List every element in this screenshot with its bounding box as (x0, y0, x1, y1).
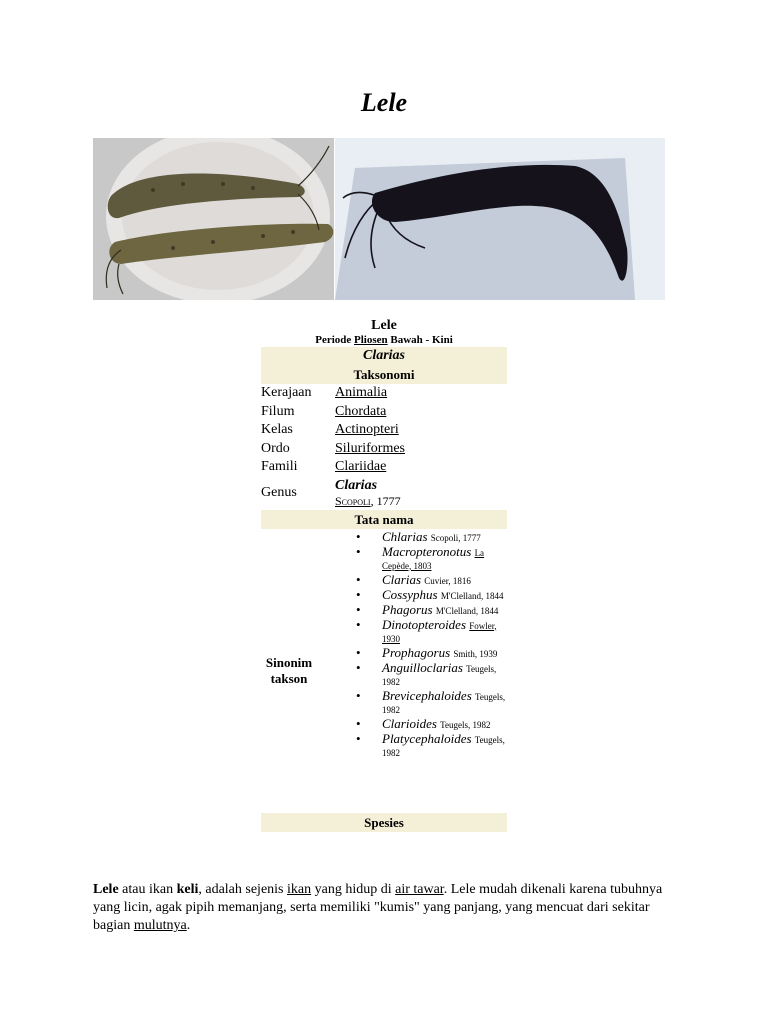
bullet-icon: • (356, 528, 361, 544)
bullet-icon: • (356, 616, 361, 632)
paragraph-text: yang hidup di (311, 882, 396, 897)
synonym-item (356, 687, 506, 716)
synonym-item (356, 571, 506, 587)
synonym-author: Smith, 1939 (453, 648, 498, 659)
synonym-name: Brevicephaloides (382, 687, 472, 703)
bullet-icon: • (356, 571, 361, 587)
link-pliosen[interactable]: Pliosen (354, 334, 388, 346)
bullet-icon: • (356, 687, 361, 703)
paragraph-text: atau ikan (118, 882, 177, 897)
bold-term: keli (176, 882, 199, 897)
rank-label: Famili (261, 459, 298, 474)
taxobox-period (261, 333, 507, 347)
link-siluriformes[interactable]: Siluriformes (335, 440, 405, 456)
synonym-item (356, 730, 506, 759)
synonym-author: Teugels, 1982 (440, 719, 491, 730)
link-clariidae[interactable]: Clariidae (335, 459, 387, 474)
link-actinopteri[interactable]: Actinopteri (335, 422, 399, 437)
synonym-author: Teugels, 1982 (382, 734, 505, 758)
taxobox-title: Lele (371, 318, 397, 333)
synonym-list (356, 528, 506, 761)
taxonomy-header: Taksonomi (261, 365, 507, 384)
genus-authority (335, 494, 401, 508)
synonym-author: M'Clelland, 1844 (435, 605, 499, 616)
synonym-name: Clarias (382, 571, 422, 587)
synonym-section (261, 529, 507, 813)
synonym-label: Sinonim takson (265, 654, 313, 686)
synonym-name: Prophagorus (382, 644, 451, 660)
synonym-name: Phagorus (382, 601, 433, 617)
taxon-row (261, 458, 507, 477)
synonym-item (356, 528, 506, 544)
taxobox-name-band: Clarias (261, 347, 507, 365)
link-animalia[interactable]: Animalia (335, 385, 388, 400)
genus-name: Clarias (335, 478, 378, 493)
rank-label: Kelas (261, 422, 293, 437)
taxon-row (261, 384, 507, 403)
bullet-icon: • (356, 730, 361, 746)
rank-label: Filum (261, 403, 295, 419)
synonym-name: Anguilloclarias (382, 659, 463, 675)
bullet-icon: • (356, 601, 361, 617)
synonym-column (317, 529, 507, 813)
synonym-item (356, 586, 506, 602)
synonym-item (356, 543, 506, 572)
synonym-author: M'Clelland, 1844 (440, 590, 504, 601)
synonym-author: Cuvier, 1816 (424, 575, 471, 586)
inline-link[interactable]: ikan (287, 882, 312, 897)
rank-label: Kerajaan (261, 385, 312, 400)
rank-label: Ordo (261, 440, 290, 456)
period-suffix: Bawah - Kini (387, 334, 453, 346)
period-prefix: Periode (315, 334, 355, 346)
bullet-icon: • (356, 659, 361, 675)
photo-dark-catfish-in-tank (335, 138, 665, 300)
synonym-item (356, 659, 506, 688)
bullet-icon: • (356, 715, 361, 731)
synonym-name: Platycephaloides (382, 730, 472, 746)
taxon-row (261, 421, 507, 440)
taxobox (261, 318, 507, 832)
synonym-name: Cossyphus (382, 586, 438, 602)
taxon-row (261, 440, 507, 459)
bold-term: Lele (93, 882, 119, 897)
synonym-item (356, 715, 506, 731)
paragraph-text: . (186, 918, 191, 933)
paragraph-text: , adalah sejenis (198, 882, 287, 897)
synonym-name: Macropteronotus (382, 543, 472, 559)
naming-header: Tata nama (261, 510, 507, 529)
synonym-item (356, 601, 506, 617)
body-paragraph (93, 881, 676, 935)
rank-label: Genus (261, 485, 297, 500)
inline-link[interactable]: mulutnya (133, 918, 187, 933)
paragraph-text: . Lele mudah dikenali karena tubuhnya yang licin, agak pipih memanjang, serta memiliki "kumis" yang panjang, yang mencuat dari sekitar bagian (93, 882, 663, 933)
synonym-author: Teugels, 1982 (382, 691, 506, 715)
bullet-icon: • (356, 543, 361, 559)
synonym-author-link[interactable]: La Cepède, 1803 (382, 547, 485, 571)
synonym-author: Teugels, 1982 (382, 663, 497, 687)
synonym-author: Scopoli, 1777 (430, 532, 481, 543)
synonym-name: Dinotopteroides (382, 616, 467, 632)
inline-link[interactable]: air tawar (395, 882, 444, 897)
genus-row (261, 477, 507, 510)
synonym-item (356, 644, 506, 660)
synonym-name: Clarioides (382, 715, 437, 731)
species-header: Spesies (261, 813, 507, 832)
link-scopoli[interactable]: Scopoli (335, 494, 371, 508)
bullet-icon: • (356, 644, 361, 660)
page-title: Lele (360, 88, 408, 117)
link-chordata[interactable]: Chordata (335, 403, 387, 419)
photo-two-catfish-in-bowl (93, 138, 334, 300)
genus-year: , 1777 (370, 494, 401, 508)
synonym-name: Chlarias (382, 528, 428, 544)
synonym-item (356, 616, 506, 645)
bullet-icon: • (356, 586, 361, 602)
taxon-row (261, 403, 507, 422)
synonym-author-link[interactable]: Fowler, 1930 (382, 620, 497, 644)
